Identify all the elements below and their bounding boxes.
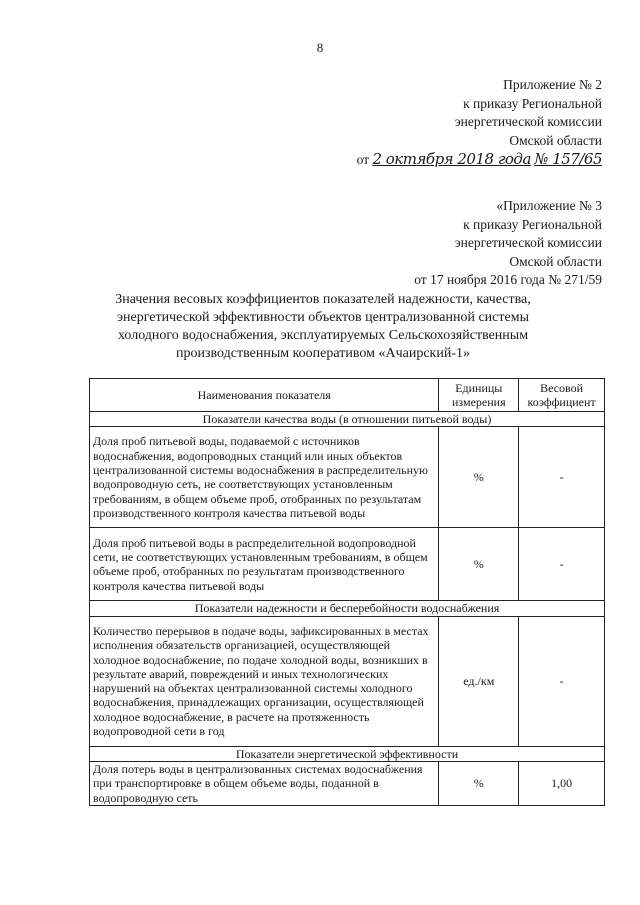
section-title: Показатели надежности и бесперебойности водоснабжения xyxy=(90,601,605,616)
handwritten-number: № 157/65 xyxy=(534,150,602,168)
table-row xyxy=(90,427,605,528)
document-title xyxy=(88,291,558,363)
handwritten-date: 2 октября 2018 года xyxy=(372,150,531,168)
section-row xyxy=(90,412,605,427)
indicator-weight: - xyxy=(519,427,605,528)
appendix-previous-line: к приказу Региональной xyxy=(463,216,602,232)
title-line: холодного водоснабжения, эксплуатируемых Сельскохозяйственным xyxy=(117,328,529,343)
indicator-weight: - xyxy=(519,528,605,601)
indicator-name: Доля проб питьевой воды в распределительной водопроводной сети, не соответствующих установленным требованиям, в общем объеме проб, отобранных по результатам производственного контроля качества питьевой воды xyxy=(90,528,439,601)
appendix-previous-block xyxy=(414,197,602,290)
appendix-current-line: Омской области xyxy=(509,132,602,148)
indicator-unit: % xyxy=(439,761,519,805)
section-title: Показатели качества воды (в отношении питьевой воды) xyxy=(90,412,605,427)
indicator-name: Доля потерь воды в централизованных системах водоснабжения при транспортировке в общем объеме воды, поданной в водопроводную сеть xyxy=(90,761,439,805)
title-line: Значения весовых коэффициентов показателей надежности, качества, xyxy=(115,292,531,307)
indicator-unit: ед./км xyxy=(439,616,519,746)
indicators-table xyxy=(89,378,605,806)
indicator-unit: % xyxy=(439,528,519,601)
header-name: Наименования показателя xyxy=(90,379,439,412)
appendix-current-block xyxy=(357,76,602,170)
appendix-current-line: Приложение № 2 xyxy=(503,77,602,92)
header-unit: Единицы измерения xyxy=(439,379,519,412)
page-number: 8 xyxy=(316,40,324,55)
appendix-current-date-line xyxy=(357,150,602,170)
appendix-previous-line: Омской области xyxy=(509,253,602,269)
title-line: производственным кооперативом «Ачаирский-1» xyxy=(176,346,470,361)
indicator-weight: - xyxy=(519,616,605,746)
indicator-unit: % xyxy=(439,427,519,528)
section-title: Показатели энергетической эффективности xyxy=(90,746,605,761)
date-prefix: от xyxy=(356,152,370,167)
appendix-previous-line: энергетической комиссии xyxy=(454,235,602,250)
table-row xyxy=(90,761,605,805)
indicator-name: Доля проб питьевой воды, подаваемой с источников водоснабжения, водопроводных станций или иных объектов централизованной системы водоснабжения в распределительную водопроводную сеть, не соответствующих установленным требованиям, в общем объеме проб, отобранных по результатам производственного контроля качества питьевой воды xyxy=(90,427,439,528)
title-line: энергетической эффективности объектов централизованной системы xyxy=(117,310,529,325)
table-row xyxy=(90,616,605,746)
appendix-previous-line: «Приложение № 3 xyxy=(496,198,602,213)
header-weight: Весовой коэффициент xyxy=(519,379,605,412)
section-row xyxy=(90,746,605,761)
appendix-previous-line: от 17 ноября 2016 года № 271/59 xyxy=(414,272,602,287)
appendix-current-line: энергетической комиссии xyxy=(454,114,602,129)
section-row xyxy=(90,601,605,616)
indicator-name: Количество перерывов в подаче воды, зафиксированных в местах исполнения обязательств организацией, осуществляющей холодное водоснабжение, по подаче холодной воды, возникших в результате аварий, повреждений и иных технологических нарушений на объектах централизованной системы холодного водоснабжения, принадлежащих организации, осуществляющей холодное водоснабжение, в расчете на протяженность водопроводной сети в год xyxy=(90,616,439,746)
table-row xyxy=(90,528,605,601)
table-header-row xyxy=(90,379,605,412)
appendix-current-line: к приказу Региональной xyxy=(463,95,602,111)
indicator-weight: 1,00 xyxy=(519,761,605,805)
